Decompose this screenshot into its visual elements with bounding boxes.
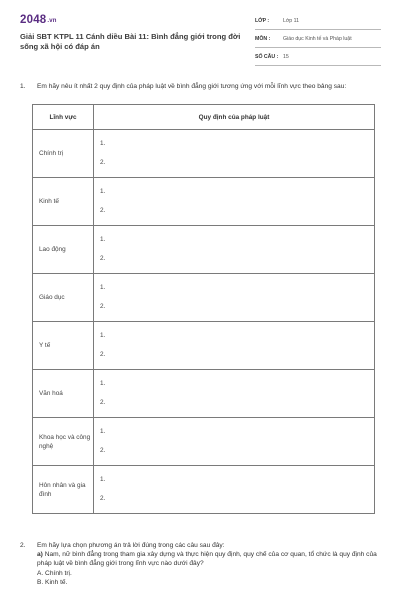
answer-cell[interactable] [94, 322, 375, 370]
field-cell: Hôn nhân và gia đình [33, 466, 94, 514]
column-header-regulation: Quy định của pháp luật [94, 105, 375, 130]
slot-label: 1. [100, 428, 106, 435]
meta-key: MÔN : [255, 36, 271, 42]
meta-row-subject [255, 33, 381, 48]
question-body [37, 541, 382, 587]
field-cell: Kinh tế [33, 178, 94, 226]
field-cell: Y tế [33, 322, 94, 370]
field-cell: Khoa học và công nghệ [33, 418, 94, 466]
field-cell: Văn hoá [33, 370, 94, 418]
field-cell: Giáo dục [33, 274, 94, 322]
table-header-row [33, 105, 375, 130]
slot-label: 1. [100, 476, 106, 483]
table-row [33, 322, 375, 370]
meta-value: 15 [283, 54, 289, 60]
table-row [33, 370, 375, 418]
meta-key: LỚP : [255, 18, 270, 24]
slot-label: 1. [100, 284, 106, 291]
slot-label: 2. [100, 495, 106, 502]
question-text: Em hãy nêu ít nhất 2 quy định của pháp luật về bình đẳng giới tương ứng với mỗi lĩnh vực theo bảng sau: [37, 83, 347, 90]
field-cell: Lao động [33, 226, 94, 274]
slot-label: 1. [100, 188, 106, 195]
table-row [33, 130, 375, 178]
slot-label: 2. [100, 399, 106, 406]
answer-cell[interactable] [94, 274, 375, 322]
document-title: Giải SBT KTPL 11 Cánh diều Bài 11: Bình đẳng giới trong đời sống xã hội có đáp án [20, 32, 241, 51]
table-row [33, 226, 375, 274]
logo-text: 2048 [20, 14, 47, 26]
question-number: 2. [20, 542, 26, 549]
answer-option[interactable]: A. Chính trị. [37, 569, 72, 577]
slot-label: 1. [100, 380, 106, 387]
answer-cell[interactable] [94, 226, 375, 274]
answer-cell[interactable] [94, 370, 375, 418]
answer-cell[interactable] [94, 178, 375, 226]
answer-cell[interactable] [94, 466, 375, 514]
regulations-table [32, 104, 375, 514]
slot-label: 1. [100, 332, 106, 339]
slot-label: 1. [100, 140, 106, 147]
meta-key: SỐ CÂU : [255, 54, 279, 60]
meta-row-count [255, 51, 381, 66]
slot-label: 2. [100, 159, 106, 166]
answer-option[interactable]: B. Kinh tế. [37, 578, 68, 586]
table-row [33, 466, 375, 514]
slot-label: 2. [100, 207, 106, 214]
slot-label: 2. [100, 351, 106, 358]
column-header-field: Lĩnh vực [33, 105, 94, 130]
logo-suffix: .vn [47, 18, 57, 24]
sub-question-label: a) [37, 551, 43, 559]
slot-label: 1. [100, 236, 106, 243]
answer-cell[interactable] [94, 130, 375, 178]
slot-label: 2. [100, 447, 106, 454]
site-logo[interactable] [20, 14, 57, 26]
answer-cell[interactable] [94, 418, 375, 466]
table-row [33, 418, 375, 466]
slot-label: 2. [100, 255, 106, 262]
meta-value: Giáo dục Kinh tế và Pháp luật [283, 36, 352, 42]
slot-label: 2. [100, 303, 106, 310]
question-intro: Em hãy lựa chọn phương án trả lời đúng trong các câu sau đây: [37, 542, 225, 549]
sub-question-text: Nam, nữ bình đẳng trong tham gia xây dựng và thực hiện quy định, quy chế của cơ quan, tổ chức là quy định của pháp luật về bình đẳng giới trong lĩnh vực nào dưới đây? [37, 551, 377, 568]
meta-row-class [255, 15, 381, 30]
table-row [33, 178, 375, 226]
question-number: 1. [20, 83, 26, 90]
table-row [33, 274, 375, 322]
document-meta [255, 15, 381, 69]
meta-value: Lớp 11 [283, 18, 299, 24]
field-cell: Chính trị [33, 130, 94, 178]
sub-question [37, 550, 382, 568]
